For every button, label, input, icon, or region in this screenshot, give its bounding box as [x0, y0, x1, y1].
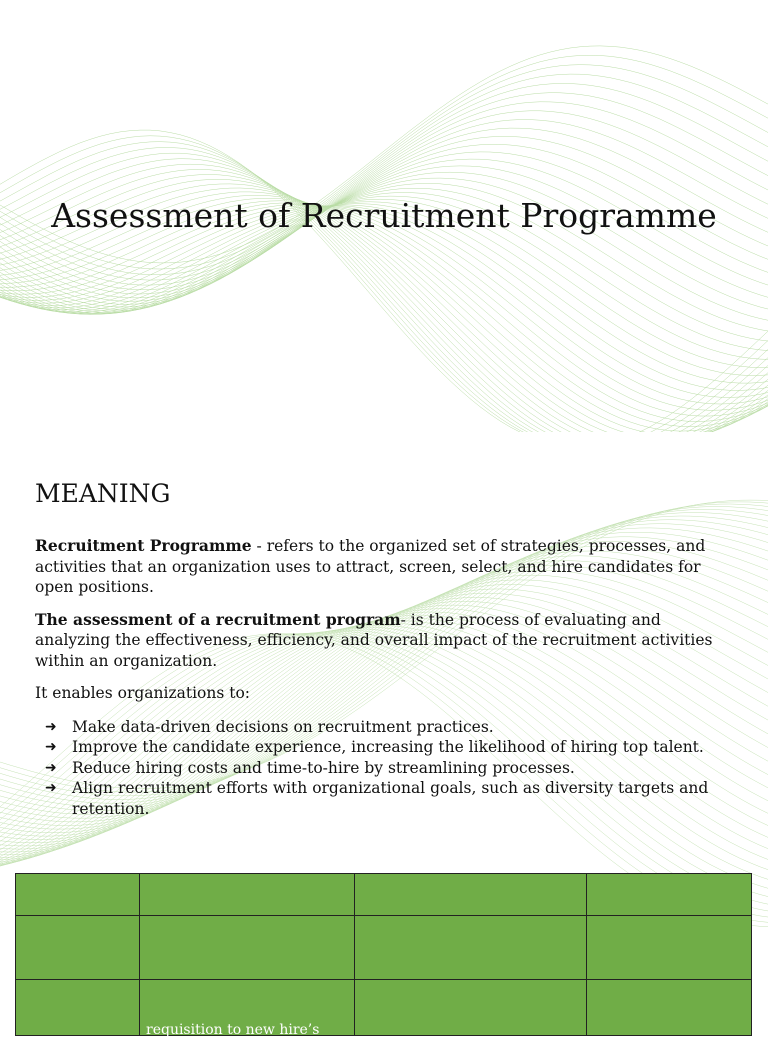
wave-line	[0, 148, 768, 451]
table-cell	[140, 874, 355, 916]
list-item-text: Align recruitment efforts with organizational goals, such as diversity targets and retention.	[72, 779, 709, 818]
table-row	[16, 980, 752, 1036]
list-item-text: Reduce hiring costs and time-to-hire by streamlining processes.	[72, 758, 575, 777]
definition-paragraph	[35, 536, 735, 598]
table-cell: requisition to new hire’s	[140, 980, 355, 1036]
section-heading: MEANING	[35, 479, 171, 508]
table-cell	[355, 980, 587, 1036]
list-item	[45, 737, 735, 758]
wave-line	[0, 74, 768, 280]
assessment-table	[15, 873, 752, 1036]
table-cell	[16, 916, 140, 980]
slide-title: Assessment of Recruitment Programme	[51, 196, 717, 235]
wave-line	[0, 93, 768, 290]
wave-line	[0, 130, 768, 447]
table-cell	[16, 874, 140, 916]
table-cell	[355, 874, 587, 916]
title-slide	[0, 0, 768, 432]
wave-line	[0, 136, 768, 449]
body-content	[35, 536, 735, 819]
benefits-list	[35, 717, 735, 820]
content-slide	[0, 432, 768, 1038]
assessment-text: - is the process of evaluating and analyzing the effectiveness, efficiency, and overall impact of the recruitment activities within an organization.	[35, 610, 713, 670]
table-cell	[16, 980, 140, 1036]
table-row	[16, 916, 752, 980]
table-cell	[140, 916, 355, 980]
definition-term: Recruitment Programme	[35, 536, 252, 555]
table-cell	[587, 916, 752, 980]
list-item-text: Make data-driven decisions on recruitment practices.	[72, 717, 494, 736]
wave-line	[0, 83, 768, 285]
arrow-bullet-icon: ➜	[45, 718, 57, 735]
intro-text: It enables organizations to:	[35, 684, 251, 702]
wave-line	[0, 65, 768, 275]
arrow-bullet-icon: ➜	[45, 739, 57, 755]
arrow-bullet-icon: ➜	[45, 759, 57, 776]
assessment-paragraph	[35, 610, 735, 672]
definition-text: - refers to the organized set of strategies, processes, and activities that an organization uses to attract, screen, select, and hire candidates for open positions.	[35, 537, 706, 596]
list-item	[45, 778, 735, 819]
assessment-term: The assessment of a recruitment program	[35, 609, 401, 629]
table-row	[16, 874, 752, 916]
list-item	[45, 758, 735, 779]
list-item	[45, 717, 735, 738]
arrow-bullet-icon: ➜	[45, 780, 57, 796]
wave-line	[0, 142, 768, 450]
wave-line	[0, 166, 768, 314]
table-cell	[587, 980, 752, 1036]
table-cell	[355, 916, 587, 980]
list-item-text: Improve the candidate experience, increasing the likelihood of hiring top talent.	[72, 738, 704, 756]
table-cell	[587, 874, 752, 916]
